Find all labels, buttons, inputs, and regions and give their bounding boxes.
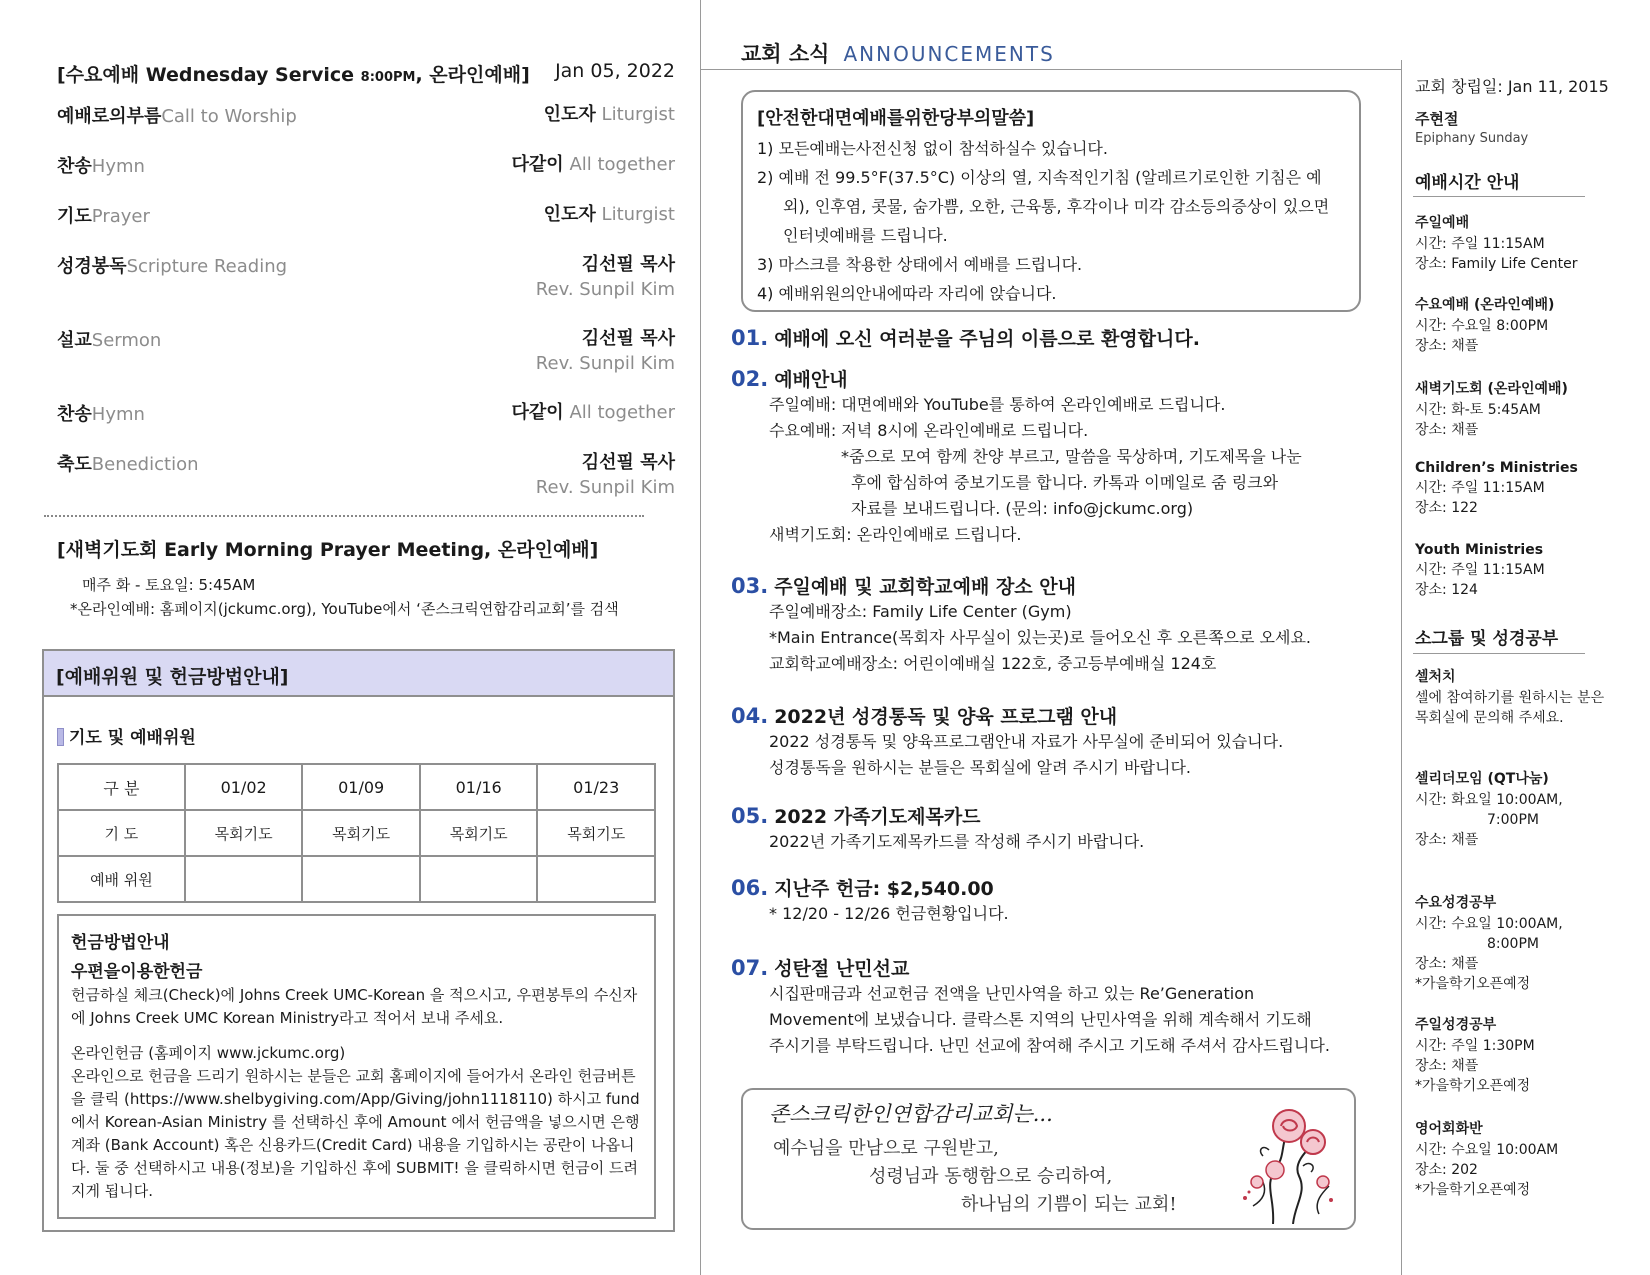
list-item: 수요성경공부 시간: 수요일 10:00AM, 8:00PM 장소: 채플 *가을학기오픈예정 [1415,895,1563,992]
announcement-item: 03. 주일예배 및 교회학교예배 장소 안내 주일예배장소: Family Life Center (Gym) *Main Entrance(목회자 사무실이 있는곳)로 들어오신 후 오른쪽으로 오세요. 교회학교예배장소: 어린이예배실 122호, 중고등부예배실 124호 [731,574,1311,673]
list-item: Youth Ministries 시간: 주일 11:15AM 장소: 124 [1415,542,1545,598]
motto-line: 존스크릭한인연합감리교회는... [769,1102,1053,1126]
list-item: 3) 마스크를 착용한 상태에서 예배를 드립니다. [757,255,1083,274]
section-rule [1413,196,1585,197]
online-giving-text: 온라인으로 헌금을 드리기 원하시는 분들은 교회 홈페이지에 들어가서 온라인 헌금버튼을 클릭 (https://www.shelbygiving.com/App/Giving/john1118110) 하시고 fund 에서 Korean-Asian Ministry 를 선택하신 후에 Amount 에서 헌금액을 넣으시면 은행계좌 (Bank Account) 혹은 신용카드(Credit Card) 내용을 기입하시는 공란이 나옵니다. 둘 중 선택하시고 내용(정보)을 기입하신 후에 SUBMIT! 을 클릭하시면 헌금이 드려지게 됩니다. [71,1067,640,1200]
announcement-item: 02. 예배안내 주일예배: 대면예배와 YouTube를 통하여 온라인예배로 드립니다. 수요예배: 저녁 8시에 온라인예배로 드립니다. *줌으로 모여 함께 찬양 부르고, 말씀을 묵상하며, 기도제목을 나눈 후에 합심하여 중보기도를 합니다. 카톡과 이메일로 줌 링크와 자료를 보내드립니다. (문의: info@jckumc.org) 새벽기도회: 온라인예배로 드립니다. [731,367,1302,544]
sidebar-rule [1401,60,1402,1275]
announcement-item: 07. 성탄절 난민선교 시집판매금과 선교헌금 전액을 난민사역을 하고 있는 Re’Generation Movement에 보냈습니다. 클락스톤 지역의 난민사역을 위해 계속해서 기도해 주시기를 부탁드립니다. 난민 선교에 참여해 주시고 기도해 주셔서 감사드립니다. [731,956,1330,1055]
list-item: 주일성경공부 시간: 주일 1:30PM 장소: 채플 *가을학기오픈예정 [1415,1017,1535,1094]
list-item: 주일예배 시간: 주일 11:15AM 장소: Family Life Center [1415,215,1578,272]
morning-prayer-title: [새벽기도회 Early Morning Prayer Meeting, 온라인예배] [57,539,599,561]
dotted-divider [44,515,644,517]
bullet-mark-icon [57,728,64,746]
list-item: 셀리더모임 (QT나눔) 시간: 화요일 10:00AM, 7:00PM 장소: 채플 [1415,771,1563,848]
list-item: 2) 예배 전 99.5°F(37.5°C) 이상의 열, 지속적인기침 (알레르기로인한 기침은 예외), 인후염, 콧물, 숨가쁨, 오한, 근육통, 후각이나 미각 감소등의증상이 있으면 인터넷예배를 드립니다. [757,168,1330,245]
announcement-item: 04. 2022년 성경통독 및 양육 프로그램 안내 2022 성경통독 및 양육프로그램안내 자료가 사무실에 준비되어 있습니다. 성경통독을 원하시는 분들은 목회실에 알려 주시기 바랍니다. [731,704,1284,777]
order-of-service-panel: [수요예배 Wednesday Service 8:00PM, 온라인예배] Jan 05, 2022 예배로의부름Call to Worship 인도자 Liturgist 찬송Hymn 다같이 All together 기도Prayer 인도자 Liturgist 성경봉독Scripture Reading 김선필 목사 Rev. Sunpil Kim 설교Sermon 김선필 목사 Rev. Sunpil Kim 찬송Hymn 다같이 All together 축도Benediction 김선필 목사 Rev. Sunpil Kim [새벽기도회 Early Morning Prayer Meeting, 온라인예배] 매주 화 - 토요일: 5:45AM *온라인예배: 홈페이지(jckumc.org), YouTube에서 ‘존스크릭연합감리교회’를 검색 [예배위원 및 헌금방법안내] 기도 및 예배위원 구 분 01/02 01/09 01/16 01/23 기 도 목회기도 목회기도 목회기도 목회기도 예배 위원 헌금방법안내 우편을이용한헌금 헌금하실 체크(Check)에 Johns Creek UMC-Korean 을 적으시고, 우편봉투의 수신자에 Johns Creek UMC Korean Ministry라고 적어서 보내 주세요. 온라인헌금 (홈페이지 www.jckumc.org) 온라인으로 헌금을 드리기 원하시는 분들은 교회 홈페이지에 들어가서 온라인 헌금버튼을 클릭 (https://www.shelbygiving.com/App/Giving/john1118110) 하시고 fund 에서 Korean-Asian Ministry 를 선택하신 후에 Amount 에서 헌금액을 넣으시면 은행계좌 (Bank Account) 혹은 신용카드(Credit Card) 내용을 기입하시는 공란이 나옵니다. 둘 중 선택하시고 내용(정보)을 기입하신 후에 SUBMIT! 을 클릭하시면 헌금이 드려지게 됩니다. [0,0,700,1275]
mail-giving-title: 우편을이용한헌금 [71,962,203,982]
list-item: 수요예배 (온라인예배) 시간: 수요일 8:00PM 장소: 채플 [1415,297,1555,354]
giving-title: 헌금방법안내 [71,933,170,953]
list-item: 셀처치 셀에 참여하기를 원하시는 분은 목회실에 문의해 주세요. [1415,669,1605,726]
list-item: 새벽기도회 (온라인예배) 시간: 화-토 5:45AM 장소: 채플 [1415,381,1568,438]
list-item: Children’s Ministries 시간: 주일 11:15AM 장소: 122 [1415,460,1578,516]
prayer-committee-subtitle: 기도 및 예배위원 [57,723,196,748]
morning-prayer-schedule: 매주 화 - 토요일: 5:45AM [82,576,256,594]
giving-guide [57,914,656,1219]
liturgical-sunday-en: Epiphany Sunday [1415,131,1529,146]
announcements-panel [701,0,1401,1275]
service-header [57,60,675,90]
worship-committee-box [42,649,675,1232]
list-item: 4) 예배위원의안내에따라 자리에 앉습니다. [757,284,1057,303]
title-rule [701,69,1401,70]
list-item: 1) 모든예배는사전신청 없이 참석하실수 있습니다. [757,139,1108,158]
section-rule [1413,653,1585,654]
motto-line: 예수님을 만남으로 구원받고, [773,1138,999,1159]
online-giving-title: 온라인헌금 (홈페이지 www.jckumc.org) [71,1044,346,1062]
announcement-item: 01. 예배에 오신 여러분을 주님의 이름으로 환영합니다. [731,326,1200,350]
rose-decoration-icon [1233,1096,1343,1224]
mail-giving-text: 헌금하실 체크(Check)에 Johns Creek UMC-Korean 을 적으시고, 우편봉투의 수신자에 Johns Creek UMC Korean Ministry라고 적어서 보내 주세요. [71,986,638,1027]
church-motto-box [741,1088,1356,1230]
safety-notice-box [741,90,1361,312]
motto-line: 성령님과 동행함으로 승리하여, [869,1166,1113,1187]
worship-committee-header: [예배위원 및 헌금방법안내] [44,651,673,697]
worship-times-title: 예배시간 안내 [1415,173,1520,193]
announcements-title: 교회 소식 ANNOUNCEMENTS [741,42,1055,66]
morning-prayer-online: *온라인예배: 홈페이지(jckumc.org), YouTube에서 ‘존스크릭연합감리교회’를 검색 [70,600,619,618]
table-row: 구 분 01/02 01/09 01/16 01/23 [58,764,655,810]
safety-notice-title: [안전한대면예배를위한당부의말씀] [757,108,1035,129]
motto-line: 하나님의 기쁨이 되는 교회! [961,1194,1177,1215]
announcement-item: 06. 지난주 헌금: $2,540.00 * 12/20 - 12/26 헌금현황입니다. [731,876,1009,923]
small-group-title: 소그룹 및 성경공부 [1415,629,1559,649]
founding-date: 교회 창립일: Jan 11, 2015 [1415,77,1609,96]
table-row: 기 도 목회기도 목회기도 목회기도 목회기도 [58,810,655,856]
sidebar [1401,0,1650,1275]
service-title: [수요예배 Wednesday Service 8:00PM, 온라인예배] [57,64,530,86]
liturgical-sunday: 주현절 [1415,110,1459,128]
list-item: 영어회화반 시간: 수요일 10:00AM 장소: 202 *가을학기오픈예정 [1415,1121,1559,1198]
service-date: Jan 05, 2022 [555,60,675,82]
announcement-item: 05. 2022 가족기도제목카드 2022년 가족기도제목카드를 작성해 주시기 바랍니다. [731,804,1145,851]
duty-table [57,763,656,903]
table-row: 예배 위원 [58,856,655,902]
